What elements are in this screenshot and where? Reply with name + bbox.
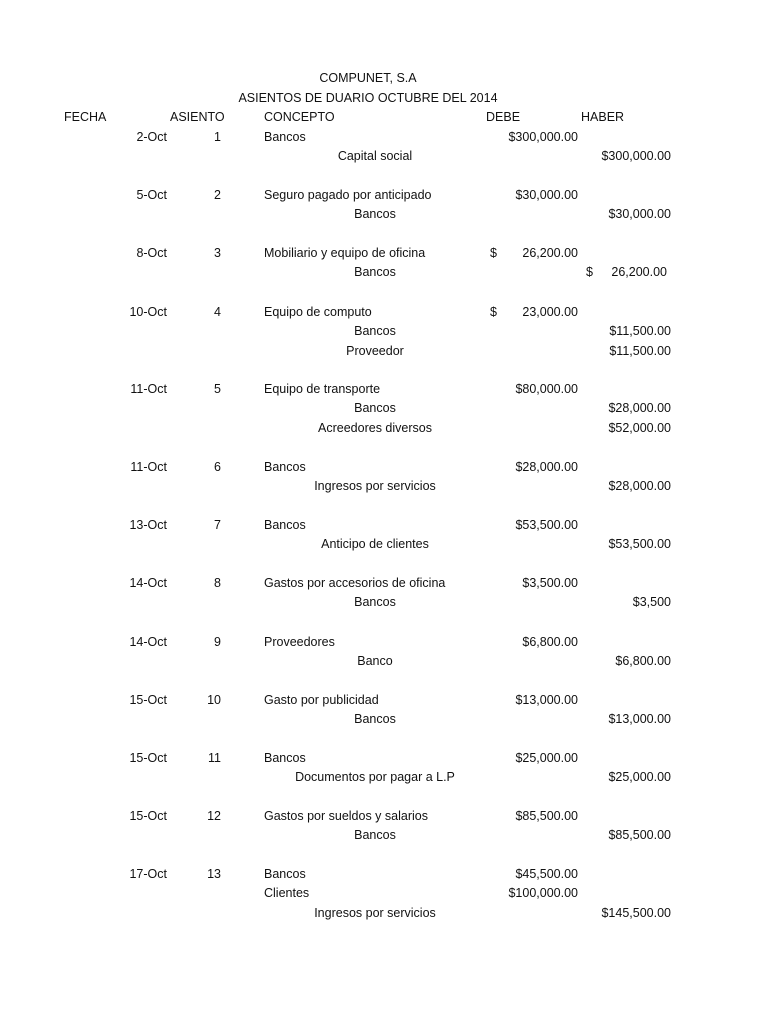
entry-date: 17-Oct [129,867,167,881]
credit-account-label: Proveedor [346,343,404,358]
credit-account-label: Bancos [354,595,396,610]
credit-account-label: Ingresos por servicios [314,479,436,494]
entry-number: 12 [207,809,221,823]
credit-account-label: Bancos [354,401,396,416]
credit-amount: $30,000.00 [608,207,671,222]
entry-date: 15-Oct [129,751,167,765]
credit-amount: 26,200.00 [611,265,667,280]
company-name: COMPUNET, S.A [319,71,417,85]
entry-date: 13-Oct [129,518,167,532]
entry-date: 15-Oct [129,693,167,707]
entry-date: 11-Oct [130,382,167,396]
entry-number: 7 [214,518,221,532]
entry-number: 11 [208,751,221,765]
entry-number: 13 [207,867,221,881]
debit-account-label: Bancos [264,751,306,765]
credit-account-label: Capital social [337,149,413,164]
debit-amount: $6,800.00 [522,635,578,649]
credit-account-label: Ingresos por servicios [314,905,436,920]
debit-amount: 23,000.00 [522,305,578,319]
credit-amount: $52,000.00 [608,420,671,435]
credit-amount: $11,500.00 [609,324,671,339]
entry-number: 2 [214,188,221,202]
debit-amount: $3,500.00 [522,576,578,590]
credit-account-label: Bancos [354,265,396,280]
entry-number: 1 [214,130,221,144]
debit-account-label: Seguro pagado por anticipado [264,188,432,202]
entry-date: 15-Oct [129,809,167,823]
debit-account-label: Bancos [264,518,306,532]
header-debe: DEBE [486,110,521,124]
debit-amount: $25,000.00 [515,751,578,765]
credit-account-label: Bancos [354,712,396,727]
entry-number: 3 [214,246,221,260]
entry-date: 14-Oct [129,576,167,590]
credit-amount: $11,500.00 [609,343,671,358]
credit-account-label: Acreedores diversos [318,420,432,435]
debit-account-label: Bancos [264,867,306,881]
credit-account-label: Banco [357,654,393,669]
header-asiento: ASIENTO [170,110,225,124]
debit-currency-symbol: $ [490,305,497,319]
debit-account-label: Gasto por publicidad [264,693,379,707]
debit-account-label: Equipo de transporte [264,382,381,396]
entry-date: 14-Oct [129,635,167,649]
debit-account-label: Proveedores [264,635,335,649]
debit-amount: $53,500.00 [515,518,578,532]
entry-number: 4 [214,305,221,319]
entry-date: 5-Oct [136,188,167,202]
credit-account-label: Bancos [354,324,396,339]
credit-currency-symbol: $ [586,265,593,280]
credit-amount: $25,000.00 [608,770,671,785]
entry-date: 10-Oct [129,305,167,319]
debit-amount: $100,000.00 [508,886,578,901]
debit-account-label: Gastos por accesorios de oficina [264,576,446,590]
debit-amount: $300,000.00 [508,130,578,144]
credit-account-label: Bancos [354,207,396,222]
debit-amount: $30,000.00 [515,188,578,202]
debit-account-label: Gastos por sueldos y salarios [264,809,428,823]
header-haber: HABER [581,110,625,124]
debit-amount: $13,000.00 [515,693,578,707]
credit-amount: $28,000.00 [608,479,671,494]
entry-date: 8-Oct [136,246,167,260]
credit-amount: $28,000.00 [608,401,671,416]
entry-number: 8 [214,576,221,590]
debit-currency-symbol: $ [490,246,497,260]
debit-account-label: Clientes [264,886,310,901]
credit-amount: $13,000.00 [608,712,671,727]
header-concepto: CONCEPTO [264,110,335,124]
debit-amount: $45,500.00 [515,867,578,881]
credit-account-label: Bancos [354,828,396,843]
credit-account-label: Anticipo de clientes [321,537,429,552]
credit-amount: $3,500 [632,595,671,610]
header-fecha: FECHA [64,110,107,124]
credit-amount: $85,500.00 [608,828,671,843]
debit-amount: $85,500.00 [515,809,578,823]
debit-amount: $80,000.00 [515,382,578,396]
entry-number: 10 [207,693,221,707]
debit-account-label: Equipo de computo [264,305,372,319]
credit-amount: $145,500.00 [601,905,671,920]
credit-amount: $6,800.00 [615,654,671,669]
credit-account-label: Documentos por pagar a L.P [295,770,455,785]
credit-amount: $53,500.00 [608,537,671,552]
debit-account-label: Bancos [264,460,306,474]
entry-number: 5 [214,382,221,396]
document-subtitle: ASIENTOS DE DUARIO OCTUBRE DEL 2014 [238,91,498,105]
entry-number: 9 [214,635,221,649]
entry-date: 11-Oct [130,460,167,474]
debit-amount: $28,000.00 [515,460,578,474]
entry-number: 6 [214,460,221,474]
credit-amount: $300,000.00 [601,149,671,164]
debit-account-label: Bancos [264,130,306,144]
debit-amount: 26,200.00 [522,246,578,260]
entry-date: 2-Oct [136,130,167,144]
debit-account-label: Mobiliario y equipo de oficina [264,246,426,260]
